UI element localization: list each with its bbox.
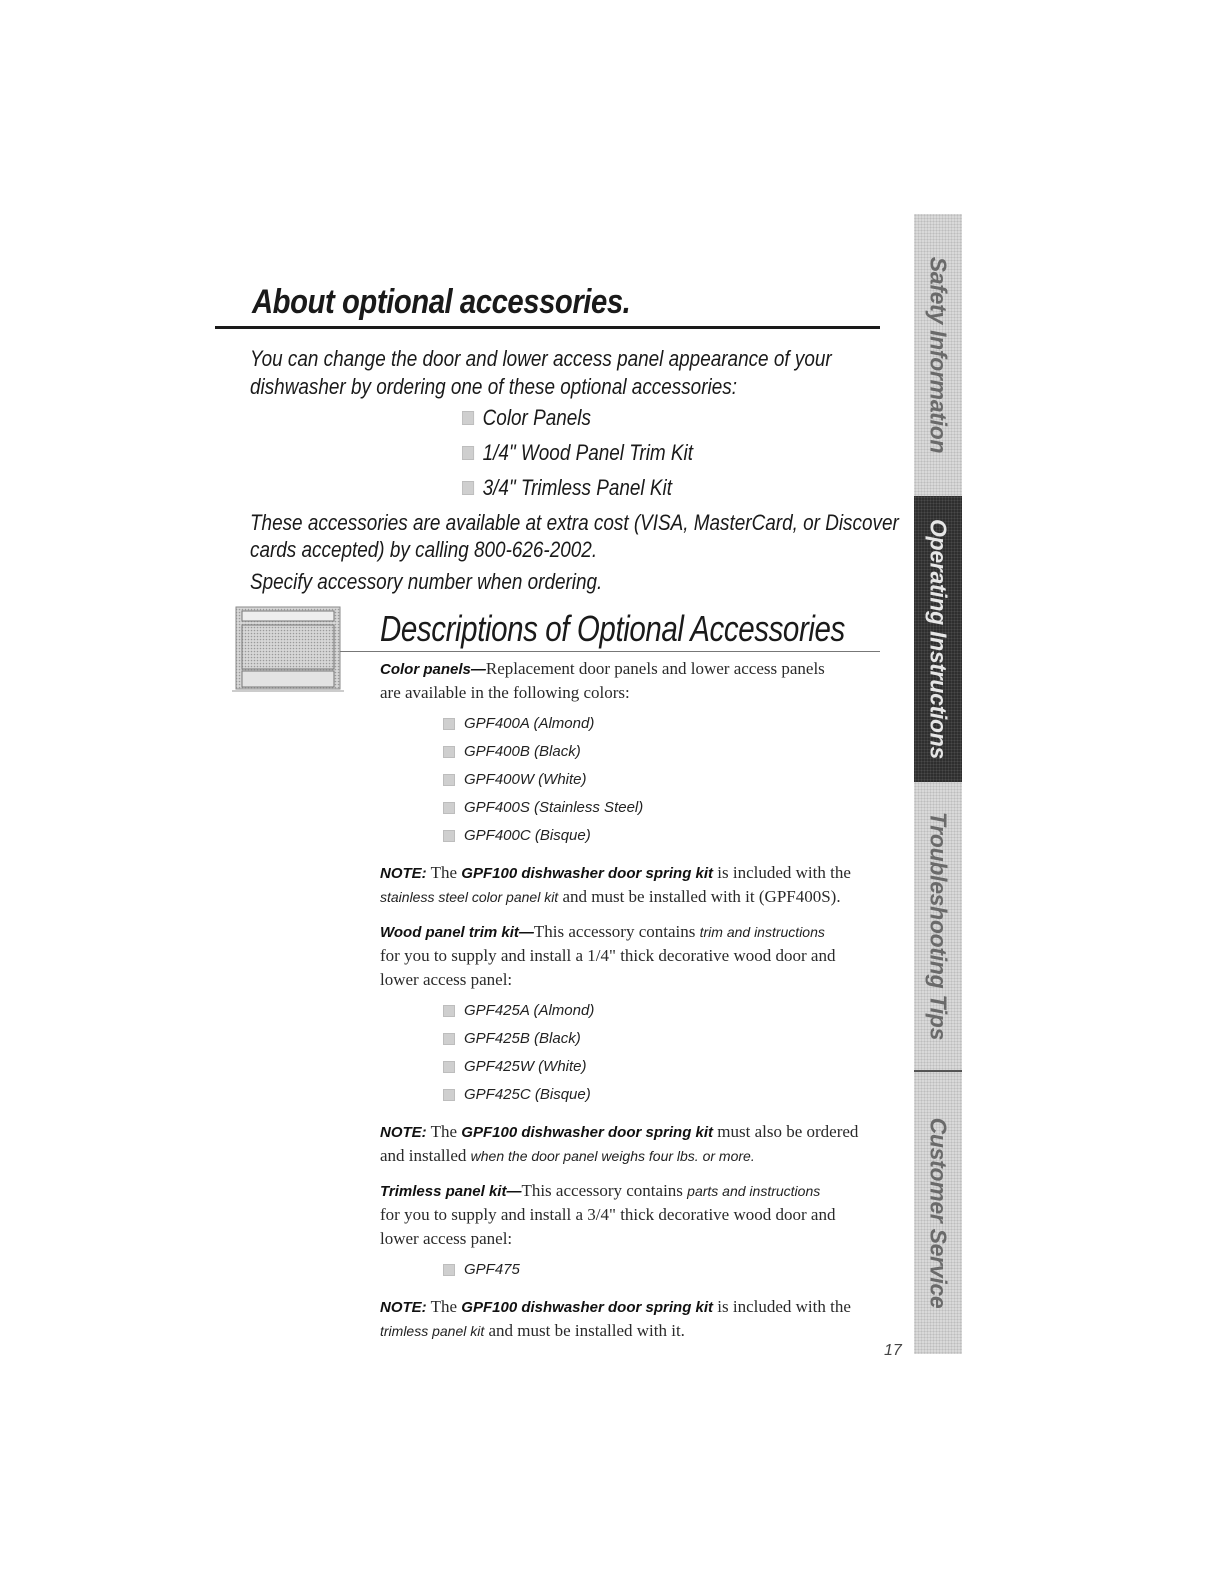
note-text: and installed	[380, 1146, 471, 1165]
note-label: NOTE:	[380, 1299, 427, 1316]
intro-line-1: You can change the door and lower access panel appearance of your	[250, 346, 832, 371]
color-panel-item-label: GPF400S (Stainless Steel)	[464, 799, 644, 816]
note-2-line-1	[380, 1122, 858, 1142]
wood-panel-label: Wood panel trim kit—	[380, 924, 534, 941]
wood-panel-item	[443, 1058, 587, 1075]
note-text: The	[426, 863, 462, 882]
wood-panel-text: This accessory contains	[533, 922, 700, 941]
descriptions-heading: Descriptions of Optional Accessories	[380, 608, 845, 649]
note-text: The	[426, 1297, 462, 1316]
bullet-square-icon	[462, 411, 474, 425]
wood-panel-line-2: for you to supply and install a 1/4" thick decorative wood door and	[380, 946, 836, 965]
intro-bullet-label: 1/4" Wood Panel Trim Kit	[482, 440, 694, 465]
note-text: is included with the	[713, 863, 851, 882]
trimless-label: Trimless panel kit—	[380, 1183, 522, 1200]
color-panel-item	[443, 743, 581, 760]
note-label: NOTE:	[380, 1124, 427, 1141]
page-title: About optional accessories.	[252, 283, 631, 321]
availability-line-1: These accessories are available at extra cost (VISA, MasterCard, or Discover	[250, 510, 899, 535]
tab-label: Safety Information	[925, 256, 952, 454]
note-kit-name: GPF100 dishwasher door spring kit	[461, 865, 714, 882]
bullet-square-icon	[443, 1033, 455, 1045]
color-panels-line-2: are available in the following colors:	[380, 683, 630, 702]
page-number: 17	[884, 1342, 902, 1359]
bullet-square-icon	[443, 802, 455, 814]
descriptions-underline	[340, 651, 880, 652]
color-panels-text: Replacement door panels and lower access panels	[485, 659, 825, 678]
specify-note: Specify accessory number when ordering.	[250, 569, 603, 594]
wood-panel-item-label: GPF425B (Black)	[464, 1030, 581, 1047]
wood-panel-item-label: GPF425W (White)	[464, 1058, 587, 1075]
bullet-square-icon	[462, 481, 474, 495]
bullet-square-icon	[443, 1264, 455, 1276]
wood-panel-item-label: GPF425A (Almond)	[464, 1002, 595, 1019]
trimless-line-2: for you to supply and install a 3/4" thick decorative wood door and	[380, 1205, 836, 1224]
intro-bullet-item	[462, 440, 693, 466]
trimless-item	[443, 1261, 520, 1278]
wood-panel-line-1	[380, 922, 825, 942]
trimless-italic-text: parts and instructions	[687, 1183, 821, 1199]
intro-line-2: dishwasher by ordering one of these optional accessories:	[250, 374, 737, 399]
bullet-square-icon	[443, 1089, 455, 1101]
note-italic-text: trimless panel kit	[380, 1323, 485, 1339]
color-panel-item	[443, 771, 587, 788]
color-panel-item	[443, 827, 591, 844]
bullet-square-icon	[443, 718, 455, 730]
wood-panel-item	[443, 1002, 594, 1019]
trimless-item-label: GPF475	[464, 1261, 520, 1278]
tab-label: Operating Instructions	[925, 518, 952, 760]
tab-label: Troubleshooting Tips	[925, 811, 952, 1041]
note-kit-name: GPF100 dishwasher door spring kit	[461, 1124, 714, 1141]
color-panel-item-label: GPF400A (Almond)	[464, 715, 595, 732]
color-panels-label: Color panels—	[380, 661, 486, 678]
note-text: is included with the	[713, 1297, 851, 1316]
note-text: must also be ordered	[713, 1122, 859, 1141]
note-2-line-2	[380, 1146, 755, 1166]
color-panels-line-1	[380, 659, 825, 679]
bullet-square-icon	[462, 446, 474, 460]
color-panel-item-label: GPF400C (Bisque)	[464, 827, 591, 844]
wood-panel-line-3: lower access panel:	[380, 970, 513, 989]
tab-safety-information[interactable]	[914, 214, 962, 496]
bullet-square-icon	[443, 774, 455, 786]
intro-bullet-label: Color Panels	[482, 405, 591, 430]
note-italic-text: stainless steel color panel kit	[380, 889, 559, 905]
note-3-line-2	[380, 1321, 685, 1341]
note-1-line-2	[380, 887, 841, 907]
intro-bullet-item	[462, 475, 672, 501]
bullet-square-icon	[443, 746, 455, 758]
availability-line-2: cards accepted) by calling 800-626-2002.	[250, 537, 598, 562]
color-panel-item	[443, 715, 594, 732]
note-kit-name: GPF100 dishwasher door spring kit	[461, 1299, 714, 1316]
color-panel-item	[443, 799, 643, 816]
note-text: The	[426, 1122, 462, 1141]
bullet-square-icon	[443, 830, 455, 842]
wood-panel-item	[443, 1030, 581, 1047]
note-1-line-1	[380, 863, 851, 883]
trimless-text: This accessory contains	[521, 1181, 688, 1200]
wood-panel-item	[443, 1086, 591, 1103]
tab-customer-service[interactable]	[914, 1072, 962, 1354]
tab-troubleshooting-tips[interactable]	[914, 782, 962, 1070]
note-text: and must be installed with it.	[484, 1321, 685, 1340]
note-3-line-1	[380, 1297, 851, 1317]
color-panel-item-label: GPF400B (Black)	[464, 743, 581, 760]
tab-operating-instructions[interactable]	[914, 496, 962, 782]
note-text: and must be installed with it (GPF400S).	[558, 887, 841, 906]
bullet-square-icon	[443, 1061, 455, 1073]
wood-panel-item-label: GPF425C (Bisque)	[464, 1086, 591, 1103]
dishwasher-illustration	[232, 605, 344, 693]
bullet-square-icon	[443, 1005, 455, 1017]
wood-panel-italic-text: trim and instructions	[699, 924, 825, 940]
trimless-line-3: lower access panel:	[380, 1229, 513, 1248]
note-label: NOTE:	[380, 865, 427, 882]
title-underline	[215, 326, 880, 329]
color-panel-item-label: GPF400W (White)	[464, 771, 587, 788]
intro-bullet-label: 3/4" Trimless Panel Kit	[482, 475, 672, 500]
trimless-line-1	[380, 1181, 820, 1201]
tab-label: Customer Service	[925, 1117, 952, 1309]
note-italic-text: when the door panel weighs four lbs. or more.	[470, 1148, 755, 1164]
intro-bullet-item	[462, 405, 591, 431]
